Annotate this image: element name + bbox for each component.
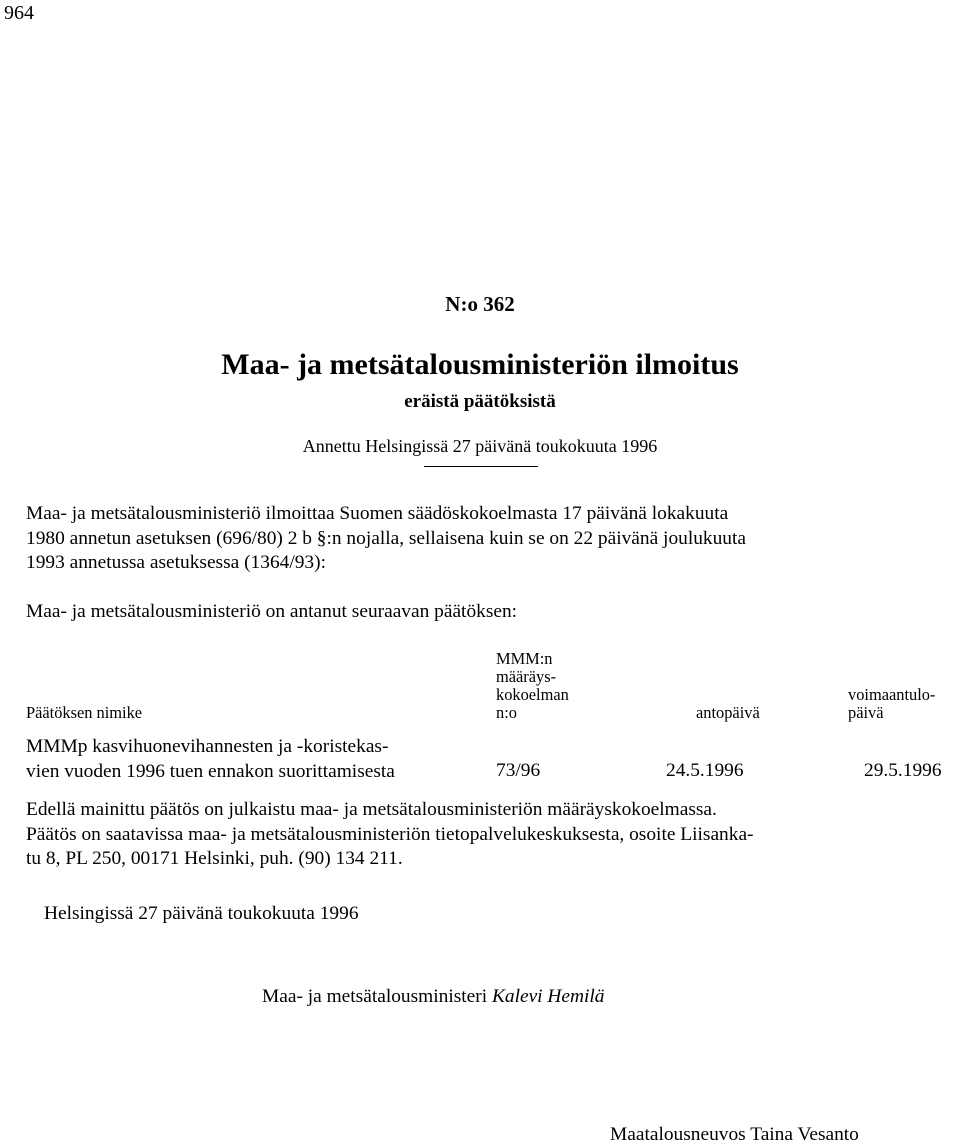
header-issued-date: antopäivä [696,703,760,722]
intro-paragraph [26,502,954,576]
divider [424,466,538,467]
minister-name: Kalevi Hemilä [491,986,605,1007]
header-effective-date: voimaantulo- päivä [848,685,936,722]
document-number: N:o 362 [445,292,515,316]
publication-paragraph [26,798,954,872]
issued-line: Annettu Helsingissä 27 päivänä toukokuuta 1996 [302,436,658,456]
subtitle: eräistä päätöksistä [404,391,556,412]
page-title: Maa- ja metsätalousministeriön ilmoitus [221,348,739,381]
publication-line: tu 8, PL 250, 00171 Helsinki, puh. (90) 134 211. [26,848,403,869]
intro-line: 1980 annetun asetuksen (696/80) 2 b §:n nojalla, sellaisena kuin se on 22 päivänä joulukuuta [26,527,746,549]
official-signature: Maatalousneuvos Taina Vesanto [610,1124,859,1145]
header-decision-number: MMM:n määräys- kokoelman n:o [496,649,569,722]
table-row-issued: 24.5.1996 [666,760,744,781]
intro-line: Maa- ja metsätalousministeriö ilmoittaa Suomen säädöskokoelmasta 17 päivänä lokakuuta [26,503,729,524]
intro-line: 1993 annetussa asetuksessa (1364/93): [26,552,326,573]
lead-sentence: Maa- ja metsätalousministeriö on antanut seuraavan päätöksen: [26,601,518,622]
header-decision-name: Päätöksen nimike [26,703,143,722]
table-row-number: 73/96 [496,760,541,781]
minister-title: Maa- ja metsätalousministeri [262,986,488,1007]
minister-signature [262,986,605,1008]
table-row-effective: 29.5.1996 [864,760,942,781]
publication-line: Edellä mainittu päätös on julkaistu maa- ja metsätalousministeriön määräyskokoelmassa. [26,799,717,820]
place-date: Helsingissä 27 päivänä toukokuuta 1996 [44,903,359,924]
publication-line: Päätös on saatavissa maa- ja metsätalousministeriön tietopalvelukeskuksesta, osoite Liisanka- [26,823,754,845]
page-number: 964 [4,2,34,24]
table-row-name: MMMp kasvihuonevihannesten ja -koristekas- vien vuoden 1996 tuen ennakon suorittamisesta [26,736,395,782]
